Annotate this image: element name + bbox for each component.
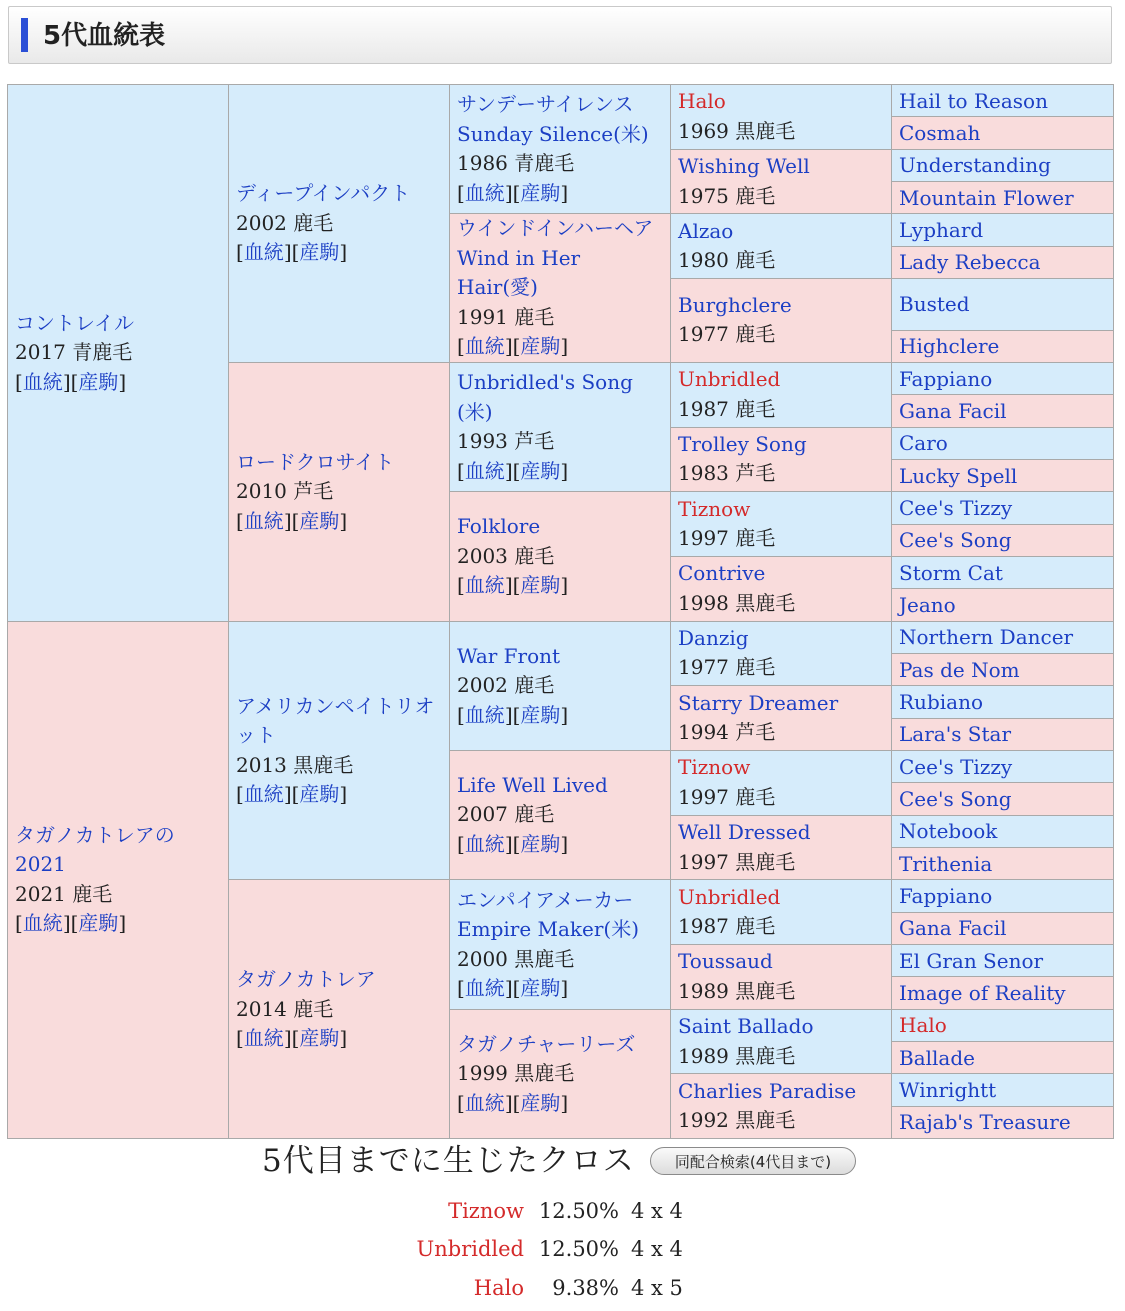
horse-name-link[interactable]: Busted [899, 292, 970, 317]
pedigree-links: [血統][産駒] [457, 458, 569, 483]
horse-name-link[interactable]: Trithenia [899, 851, 993, 876]
same-mating-search-button[interactable]: 同配合検索(4代目まで) [650, 1147, 856, 1175]
offspring-link[interactable]: 産駒 [520, 573, 561, 598]
horse-cell-gen5 [892, 330, 1114, 362]
horse-year-color: 2014 鹿毛 [236, 996, 334, 1021]
offspring-link[interactable]: 産駒 [299, 782, 340, 806]
horse-year-color: 2017 青鹿毛 [15, 340, 133, 365]
pedigree-links: [血統][産駒] [236, 508, 348, 533]
offspring-link[interactable]: 産駒 [520, 702, 561, 727]
horse-name-link[interactable]: Unbridled's Song [457, 370, 633, 395]
horse-year-color: 1993 芦毛 [457, 429, 555, 454]
offspring-link[interactable]: 産駒 [78, 369, 119, 394]
horse-cell-gen5 [892, 182, 1114, 214]
horse-cell-gen5 [892, 1042, 1114, 1074]
horse-cell-gen5 [892, 149, 1114, 181]
horse-year-color: 1992 黒鹿毛 [678, 1108, 796, 1133]
horse-cell [671, 751, 892, 816]
horse-name-sub[interactable]: Empire Maker(米) [457, 917, 640, 942]
header-accent-bar [21, 18, 28, 52]
horse-name-link[interactable]: Folklore [457, 514, 541, 539]
cross-percentage: 12.50% [538, 1199, 619, 1223]
horse-name-link[interactable]: Cee's Song [899, 787, 1012, 812]
horse-year-color: 1987 鹿毛 [678, 396, 776, 421]
horse-name-link[interactable]: Tiznow [678, 496, 751, 521]
horse-cell-gen5 [892, 279, 1114, 330]
pedigree-link[interactable]: 血統 [243, 508, 284, 533]
horse-cell [671, 621, 892, 686]
horse-cell-gen5 [892, 459, 1114, 491]
horse-cell [671, 149, 892, 214]
pedigree-link[interactable]: 血統 [243, 782, 284, 806]
horse-name-link[interactable]: Gana Facil [899, 916, 1007, 941]
pedigree-links: [血統][産駒] [15, 911, 127, 936]
horse-cell [671, 686, 892, 751]
horse-name-link[interactable]: Notebook [899, 819, 998, 844]
horse-cell [671, 945, 892, 1010]
horse-name-link[interactable]: Gana Facil [899, 398, 1007, 423]
horse-cell [229, 362, 450, 621]
pedigree-links: [血統][産駒] [457, 180, 569, 205]
horse-year-color: 2002 鹿毛 [457, 673, 555, 698]
horse-cell [450, 880, 671, 1009]
horse-cell [671, 362, 892, 427]
pedigree-links: [血統][産駒] [236, 782, 348, 806]
pedigree-link[interactable]: 血統 [464, 831, 505, 856]
horse-name-link[interactable]: Charlies Paradise [678, 1078, 857, 1103]
horse-name-link[interactable]: Saint Ballado [678, 1014, 814, 1039]
offspring-link[interactable]: 産駒 [520, 334, 561, 359]
horse-cell-gen5 [892, 1009, 1114, 1041]
horse-name-link[interactable]: Mountain Flower [899, 185, 1074, 210]
offspring-link[interactable]: 産駒 [520, 180, 561, 205]
horse-year-color: 1983 芦毛 [678, 461, 776, 486]
pedigree-link[interactable]: 血統 [22, 369, 63, 394]
horse-name-link[interactable]: Lucky Spell [899, 463, 1018, 488]
horse-cell [229, 880, 450, 1139]
horse-name-link[interactable]: Halo [678, 89, 726, 114]
horse-name-link[interactable]: Ballade [899, 1045, 975, 1070]
horse-name-link[interactable]: Rubiano [899, 689, 983, 714]
horse-name-link[interactable]: Northern Dancer [899, 625, 1074, 650]
horse-cell-gen5 [892, 246, 1114, 278]
horse-cell [450, 751, 671, 880]
horse-name-link[interactable]: Starry Dreamer [678, 690, 839, 715]
horse-name-link[interactable]: Fappiano [899, 366, 993, 391]
horse-cell [450, 621, 671, 750]
horse-year-color: 2003 鹿毛 [457, 543, 555, 568]
horse-name-link[interactable]: Fappiano [899, 884, 993, 909]
horse-cell-gen5 [892, 1074, 1114, 1106]
horse-name-link[interactable]: タガノチャーリーズ [457, 1031, 636, 1056]
section-header [8, 6, 1112, 64]
pedigree-link[interactable]: 血統 [464, 976, 505, 1001]
pedigree-link[interactable]: 血統 [464, 702, 505, 727]
horse-name-link[interactable]: サンデーサイレンス [457, 92, 634, 117]
horse-name-link[interactable]: Cee's Song [899, 528, 1012, 553]
cross-horse-link[interactable]: Tiznow [448, 1199, 524, 1223]
horse-year-color: 1975 鹿毛 [678, 183, 776, 208]
horse-cell-gen5 [892, 686, 1114, 718]
horse-year-color: 1986 青鹿毛 [457, 151, 575, 176]
pedigree-row [8, 85, 1114, 117]
horse-year-color: 1977 鹿毛 [678, 655, 776, 680]
horse-name-link[interactable]: ディープインパクト [236, 181, 411, 206]
pedigree-links: [血統][産駒] [457, 976, 569, 1001]
page-title: 5代血統表 [43, 21, 166, 51]
pedigree-link[interactable]: 血統 [464, 1090, 505, 1115]
horse-name-link[interactable]: Hail to Reason [899, 88, 1048, 113]
pedigree-table [7, 84, 1114, 1139]
horse-year-color: 1989 黒鹿毛 [678, 1043, 796, 1068]
horse-name-link[interactable]: Contrive [678, 561, 766, 586]
pedigree-link[interactable]: 血統 [464, 573, 505, 598]
horse-cell [450, 492, 671, 621]
horse-name-link[interactable]: Understanding [899, 153, 1051, 178]
horse-name-link[interactable]: War Front [457, 643, 561, 668]
horse-year-color: 1980 鹿毛 [678, 248, 776, 273]
horse-cell-gen5 [892, 492, 1114, 524]
horse-cell-gen5 [892, 815, 1114, 847]
horse-year-color: 1969 黒鹿毛 [678, 118, 796, 143]
offspring-link[interactable]: 産駒 [520, 1090, 561, 1115]
horse-name-sub[interactable]: (米) [457, 399, 493, 424]
cross-row [0, 1276, 1125, 1308]
horse-cell-gen5 [892, 653, 1114, 685]
horse-name-link[interactable]: Jeano [899, 592, 956, 617]
horse-cell-gen5 [892, 85, 1114, 117]
pedigree-links: [血統][産駒] [236, 240, 348, 265]
pedigree-link[interactable]: 血統 [464, 180, 505, 205]
horse-cell [229, 621, 450, 880]
horse-cell-gen5 [892, 977, 1114, 1009]
horse-name-link[interactable]: Lara's Star [899, 722, 1012, 747]
horse-cell-gen5 [892, 621, 1114, 653]
cross-generation: 4 x 5 [631, 1276, 683, 1300]
offspring-link[interactable]: 産駒 [299, 1026, 340, 1050]
horse-cell [671, 1074, 892, 1139]
horse-cell-gen5 [892, 556, 1114, 588]
horse-cell-gen5 [892, 117, 1114, 149]
pedigree-link[interactable]: 血統 [464, 334, 505, 359]
horse-cell [671, 880, 892, 945]
horse-name-link[interactable]: ロードクロサイト [236, 449, 395, 474]
horse-name-sub[interactable]: Sunday Silence(米) [457, 121, 649, 146]
horse-year-color: 2000 黒鹿毛 [457, 946, 575, 971]
offspring-link[interactable]: 産駒 [520, 458, 561, 483]
offspring-link[interactable]: 産駒 [520, 976, 561, 1001]
horse-cell [671, 214, 892, 279]
horse-name-link[interactable]: Lady Rebecca [899, 250, 1041, 275]
horse-name-link[interactable]: Rajab's Treasure [899, 1110, 1071, 1135]
pedigree-link[interactable]: 血統 [243, 1026, 284, 1050]
horse-cell-gen5 [892, 362, 1114, 394]
horse-cell [229, 85, 450, 363]
pedigree-link[interactable]: 血統 [22, 911, 63, 936]
horse-name-link[interactable]: Image of Reality [899, 981, 1066, 1006]
pedigree-links: [血統][産駒] [457, 831, 569, 856]
horse-name-link[interactable]: Cee's Tizzy [899, 754, 1013, 779]
horse-cell [8, 85, 229, 622]
pedigree-link[interactable]: 血統 [464, 458, 505, 483]
horse-name-link[interactable]: タガノカトレアの2021 [15, 822, 175, 877]
horse-name-link[interactable]: エンパイアメーカー [457, 887, 634, 912]
horse-year-color: 1999 黒鹿毛 [457, 1061, 575, 1086]
horse-cell-gen5 [892, 214, 1114, 246]
horse-name-link[interactable]: Lyphard [899, 218, 984, 243]
horse-name-link[interactable]: Life Well Lived [457, 772, 608, 797]
horse-name-link[interactable]: Tiznow [678, 755, 751, 780]
horse-name-link[interactable]: ウインドインハーヘア [457, 216, 654, 241]
offspring-link[interactable]: 産駒 [299, 240, 340, 265]
horse-cell-gen5 [892, 912, 1114, 944]
horse-name-link[interactable]: Cosmah [899, 121, 981, 146]
horse-year-color: 2021 鹿毛 [15, 881, 113, 906]
horse-cell-gen5 [892, 718, 1114, 750]
horse-year-color: 1991 鹿毛 [457, 304, 555, 329]
horse-cell [671, 556, 892, 621]
horse-year-color: 2007 鹿毛 [457, 802, 555, 827]
horse-cell [671, 815, 892, 880]
pedigree-links: [血統][産駒] [457, 702, 569, 727]
pedigree-links: [血統][産駒] [457, 1090, 569, 1115]
horse-name-link[interactable]: Well Dressed [678, 820, 811, 845]
cross-horse-link[interactable]: Unbridled [416, 1237, 524, 1261]
horse-cell-gen5 [892, 1106, 1114, 1138]
horse-year-color: 1997 黒鹿毛 [678, 849, 796, 874]
horse-cell [450, 85, 671, 214]
horse-cell [671, 427, 892, 492]
horse-year-color: 1987 鹿毛 [678, 914, 776, 939]
horse-name-link[interactable]: Unbridled [678, 884, 781, 909]
horse-name-link[interactable]: Winrightt [899, 1078, 997, 1103]
horse-name-link[interactable]: Burghclere [678, 292, 792, 317]
horse-year-color: 2010 芦毛 [236, 479, 334, 503]
horse-year-color: 1997 鹿毛 [678, 784, 776, 809]
horse-cell-gen5 [892, 945, 1114, 977]
offspring-link[interactable]: 産駒 [299, 508, 340, 533]
horse-cell [450, 214, 671, 363]
pedigree-links: [血統][産駒] [15, 369, 127, 394]
horse-name-link[interactable]: Highclere [899, 334, 1000, 359]
horse-name-link[interactable]: El Gran Senor [899, 948, 1044, 973]
horse-cell-gen5 [892, 427, 1114, 459]
horse-cell-gen5 [892, 395, 1114, 427]
horse-cell-gen5 [892, 524, 1114, 556]
horse-cell [450, 362, 671, 491]
horse-year-color: 1989 黒鹿毛 [678, 978, 796, 1003]
cross-generation: 4 x 4 [631, 1237, 683, 1261]
horse-year-color: 1997 鹿毛 [678, 526, 776, 551]
pedigree-link[interactable]: 血統 [243, 240, 284, 265]
pedigree-row [8, 621, 1114, 653]
horse-cell-gen5 [892, 589, 1114, 621]
horse-name-link[interactable]: Halo [899, 1013, 947, 1038]
horse-name-link[interactable]: Pas de Nom [899, 657, 1020, 682]
horse-cell [450, 1009, 671, 1138]
horse-year-color: 2002 鹿毛 [236, 210, 334, 235]
offspring-link[interactable]: 産駒 [520, 831, 561, 856]
horse-name-link[interactable]: Wishing Well [678, 154, 810, 179]
horse-name-link[interactable]: Storm Cat [899, 560, 1003, 585]
horse-cell-gen5 [892, 783, 1114, 815]
cross-title: 5代目までに生じたクロス [262, 1143, 635, 1179]
horse-year-color: 1977 鹿毛 [678, 322, 776, 347]
horse-name-link[interactable]: Trolley Song [678, 431, 807, 456]
horse-name-link[interactable]: Alzao [678, 218, 734, 243]
horse-name-sub[interactable]: ット [236, 723, 276, 747]
horse-name-link[interactable]: アメリカンペイトリオ [236, 693, 435, 718]
cross-percentage: 12.50% [538, 1237, 619, 1261]
pedigree-links: [血統][産駒] [236, 1026, 348, 1050]
pedigree-links: [血統][産駒] [457, 573, 569, 598]
cross-horse-link[interactable]: Halo [473, 1276, 524, 1300]
horse-name-link[interactable]: Toussaud [678, 949, 773, 974]
horse-name-link[interactable]: タガノカトレア [236, 967, 376, 991]
horse-cell-gen5 [892, 751, 1114, 783]
pedigree-links: [血統][産駒] [457, 334, 569, 359]
horse-year-color: 1998 黒鹿毛 [678, 590, 796, 615]
cross-row [0, 1237, 1125, 1269]
horse-cell [671, 492, 892, 557]
cross-percentage: 9.38% [552, 1276, 619, 1300]
horse-cell-gen5 [892, 880, 1114, 912]
horse-name-link[interactable]: Cee's Tizzy [899, 495, 1013, 520]
offspring-link[interactable]: 産駒 [78, 911, 119, 936]
horse-cell [671, 85, 892, 150]
horse-year-color: 1994 芦毛 [678, 720, 776, 745]
cross-generation: 4 x 4 [631, 1199, 683, 1223]
horse-name-link[interactable]: Danzig [678, 625, 749, 650]
cross-row [0, 1199, 1125, 1231]
horse-name-link[interactable]: Caro [899, 431, 948, 456]
horse-name-link[interactable]: コントレイル [15, 310, 134, 335]
horse-cell [8, 621, 229, 1139]
horse-cell [671, 279, 892, 363]
horse-year-color: 2013 黒鹿毛 [236, 752, 354, 777]
horse-cell [671, 1009, 892, 1074]
horse-name-link[interactable]: Unbridled [678, 367, 781, 392]
horse-name-sub[interactable]: Wind in Her Hair(愛) [457, 245, 581, 300]
horse-cell-gen5 [892, 848, 1114, 880]
